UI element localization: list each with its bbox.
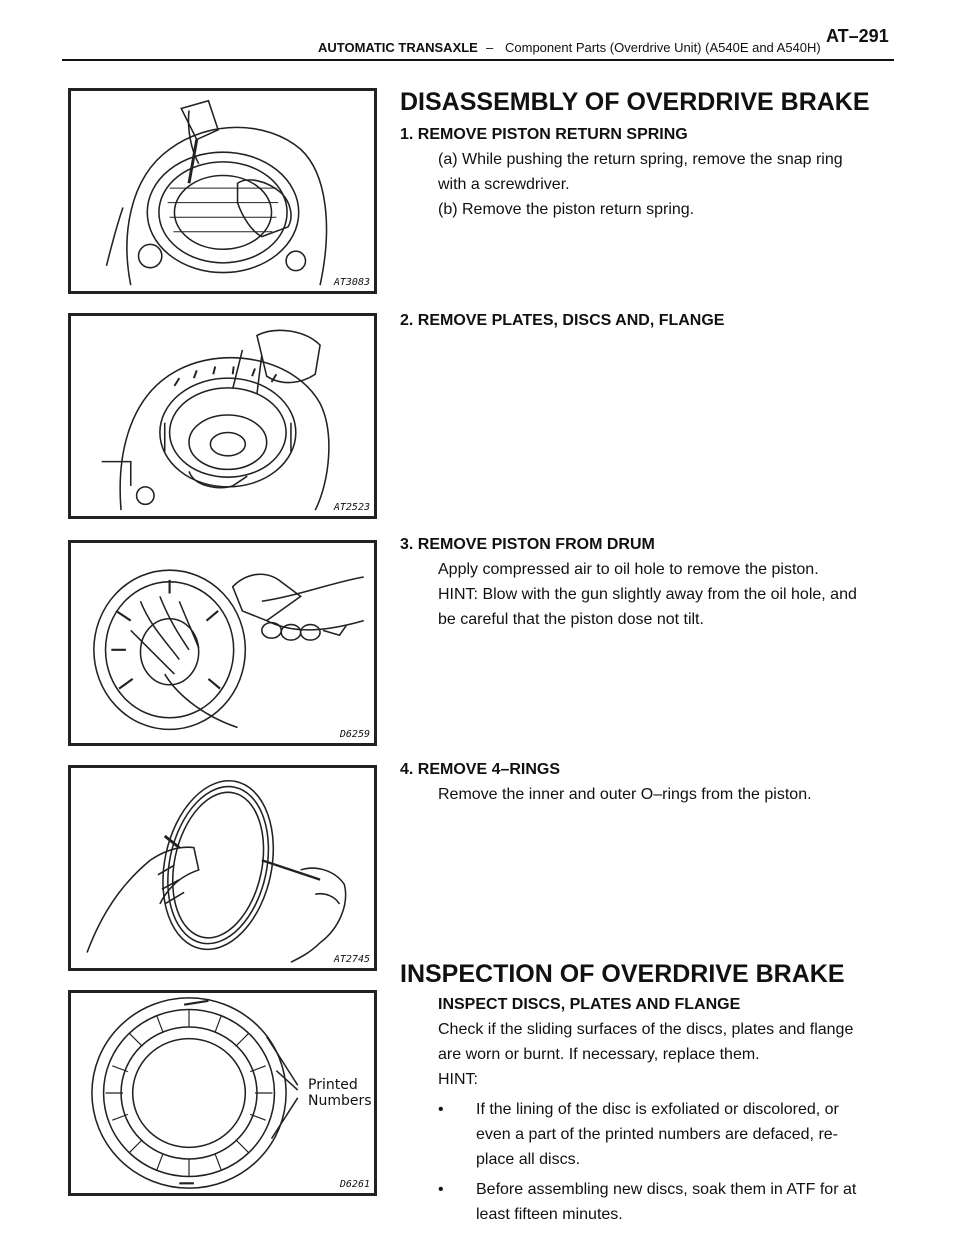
step-1-line-b: (b) Remove the piston return spring. — [438, 201, 695, 218]
step-3-line-1: Apply compressed air to oil hole to remove the piston. — [438, 561, 819, 578]
inspection-bullet-2 — [400, 1177, 870, 1227]
disassembly-section — [400, 86, 870, 222]
figure-code: D6259 — [339, 729, 370, 740]
inspection-title: INSPECTION OF OVERDRIVE BRAKE — [400, 960, 845, 988]
step-4-block — [400, 757, 870, 807]
header-rule — [62, 59, 894, 61]
disassembly-title: DISASSEMBLY OF OVERDRIVE BRAKE — [400, 88, 870, 116]
inspection-text: Check if the sliding surfaces of the discs, plates and flange are worn or burnt. If necessary, replace them. — [438, 1021, 854, 1063]
step-3-hint: HINT: Blow with the gun slightly away from the oil hole, and be careful that the piston dose not tilt. — [438, 586, 857, 628]
inspection-heading: INSPECT DISCS, PLATES AND FLANGE — [438, 996, 741, 1013]
inspection-hint: HINT: — [438, 1071, 478, 1088]
header-subsection: Component Parts (Overdrive Unit) (A540E and A540H) — [505, 40, 821, 55]
step-2-heading: 2. REMOVE PLATES, DISCS AND, FLANGE — [400, 312, 725, 329]
figure-code: AT3083 — [333, 277, 370, 288]
figure-snap-ring-removal — [68, 88, 377, 294]
header-separator: – — [486, 40, 494, 55]
bullet-dot: • — [438, 1181, 444, 1198]
printed-numbers-callout: Printed Numbers — [308, 1077, 372, 1109]
figure-plates-discs-removal — [68, 313, 377, 519]
step-3-block — [400, 532, 870, 632]
bullet-text: Before assembling new discs, soak them in ATF for at least fifteen minutes. — [476, 1181, 857, 1223]
step-3-heading: 3. REMOVE PISTON FROM DRUM — [400, 536, 655, 553]
o-ring-illustration — [71, 768, 374, 968]
piston-removal-illustration — [71, 543, 374, 743]
inspection-bullet-1 — [400, 1097, 870, 1172]
header-section: AUTOMATIC TRANSAXLE — [318, 40, 478, 55]
plates-discs-illustration — [71, 316, 374, 516]
page-number: AT–291 — [826, 26, 889, 46]
figure-piston-removal — [68, 540, 377, 746]
figure-disc-printed-numbers — [68, 990, 377, 1196]
figure-code: AT2745 — [333, 954, 370, 965]
step-2-block — [400, 308, 870, 333]
step-1-heading: 1. REMOVE PISTON RETURN SPRING — [400, 126, 688, 143]
step-4-heading: 4. REMOVE 4–RINGS — [400, 761, 561, 778]
page-header — [0, 0, 960, 64]
figure-code: AT2523 — [333, 502, 370, 513]
bullet-text: If the lining of the disc is exfoliated or discolored, or even a part of the printed numbers are defaced, re-place all discs. — [476, 1101, 839, 1168]
inspection-section — [400, 958, 870, 1227]
bullet-dot: • — [438, 1101, 444, 1118]
figure-code: D6261 — [339, 1179, 370, 1190]
snap-ring-illustration — [71, 91, 374, 291]
step-1-line-a: (a) While pushing the return spring, remove the snap ring with a screwdriver. — [438, 151, 843, 193]
figure-o-ring-removal — [68, 765, 377, 971]
step-4-line-1: Remove the inner and outer O–rings from the piston. — [438, 786, 812, 803]
